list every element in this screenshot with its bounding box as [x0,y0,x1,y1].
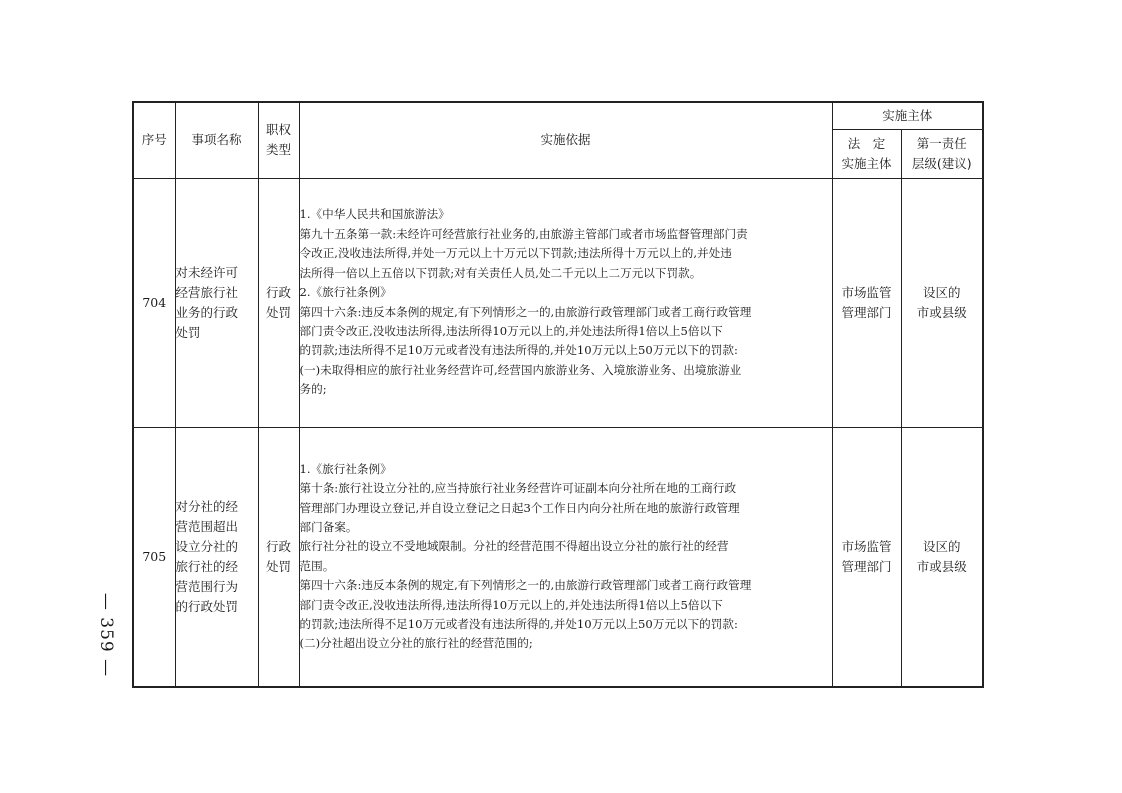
row-statutory-subject [832,427,901,687]
type-line: 行政 [265,538,291,554]
basis-line: 管理部门办理设立登记,并自设立登记之日起3个工作日内向分社所在地的旅游行政管理 [299,500,740,515]
header-basis: 实施依据 [299,102,832,178]
type-line: 行政 [265,284,291,300]
name-line: 旅行社的经 [175,558,239,574]
row-basis [299,178,832,427]
row-seq: 705 [133,427,175,687]
basis-line: 1.《旅行社条例》 [299,461,392,476]
statutory-line: 市场监管 [841,538,892,554]
statutory-line: 管理部门 [841,304,892,320]
row-power-type [258,178,299,427]
name-line: 对分社的经 [175,498,239,514]
header-item-name: 事项名称 [175,102,258,178]
level-line: 市或县级 [916,304,967,320]
row-basis [299,427,832,687]
level-line: 市或县级 [916,558,967,574]
basis-line: 部门备案。 [299,519,358,534]
name-line: 设立分社的 [175,538,239,554]
basis-line: 第九十五条第一款:未经许可经营旅行社业务的,由旅游主管部门或者市场监督管理部门责 [299,226,748,241]
header-implementer-group: 实施主体 [832,102,983,129]
basis-line: 部门责令改正,没收违法所得,违法所得10万元以上的,并处违法所得1倍以上5倍以下 [299,323,723,338]
header-first-responsible-line: 层级(建议) [911,155,972,171]
type-line: 处罚 [265,558,291,574]
type-line: 处罚 [265,304,291,320]
basis-line: 第四十六条:违反本条例的规定,有下列情形之一的,由旅游行政管理部门或者工商行政管理 [299,578,752,593]
basis-line: 第四十六条:违反本条例的规定,有下列情形之一的,由旅游行政管理部门或者工商行政管理 [299,304,752,319]
header-first-responsible-line: 第一责任 [916,135,967,151]
row-statutory-subject [832,178,901,427]
header-seq: 序号 [133,102,175,178]
header-power-type-line: 职权 [265,122,291,138]
row-responsible-level [901,178,983,427]
basis-line: 的罚款;违法所得不足10万元或者没有违法所得的,并处10万元以上50万元以下的罚款: [299,616,738,631]
level-line: 设区的 [923,284,961,300]
name-line: 营范围行为 [175,578,239,594]
basis-line: 部门责令改正,没收违法所得,违法所得10万元以上的,并处违法所得1倍以上5倍以下 [299,597,723,612]
basis-line: 法所得一倍以上五倍以下罚款;对有关责任人员,处二千元以上二万元以下罚款。 [299,265,702,280]
basis-line: 令改正,没收违法所得,并处一万元以上十万元以下罚款;违法所得十万元以上的,并处违 [299,246,732,261]
enforcement-items-table [132,101,984,688]
statutory-line: 市场监管 [841,284,892,300]
basis-line: 的罚款;违法所得不足10万元或者没有违法所得的,并处10万元以上50万元以下的罚款: [299,343,738,358]
basis-line: 第十条:旅行社设立分社的,应当持旅行社业务经营许可证副本向分社所在地的工商行政 [299,481,737,496]
row-responsible-level [901,427,983,687]
name-line: 营范围超出 [175,518,239,534]
table-row [133,178,983,427]
basis-line: 旅行社分社的设立不受地域限制。分社的经营范围不得超出设立分社的旅行社的经营 [299,539,729,554]
statutory-line: 管理部门 [841,558,892,574]
header-row-1 [133,102,983,129]
basis-line: (二)分社超出设立分社的旅行社的经营范围的; [299,636,533,651]
row-item-name [175,427,258,687]
basis-line: 2.《旅行社条例》 [299,285,392,300]
name-line: 的行政处罚 [175,598,239,614]
name-line: 经营旅行社 [175,284,239,300]
row-seq: 704 [133,178,175,427]
header-statutory [832,129,901,178]
header-statutory-line: 实施主体 [841,155,892,171]
basis-line: 务的; [299,382,327,397]
row-item-name [175,178,258,427]
name-line: 业务的行政 [175,304,239,320]
header-statutory-line: 法 定 [847,135,886,151]
header-power-type-line: 类型 [265,142,291,158]
basis-line: (一)未取得相应的旅行社业务经营许可,经营国内旅游业务、入境旅游业务、出境旅游业 [299,362,742,377]
basis-line: 范围。 [299,558,335,573]
basis-line: 1.《中华人民共和国旅游法》 [299,207,450,222]
header-first-responsible [901,129,983,178]
table-row [133,427,983,687]
row-power-type [258,427,299,687]
name-line: 对未经许可 [175,264,239,280]
level-line: 设区的 [923,538,961,554]
name-line: 处罚 [175,324,201,340]
page-number: — 359 — [96,592,116,678]
header-power-type [258,102,299,178]
